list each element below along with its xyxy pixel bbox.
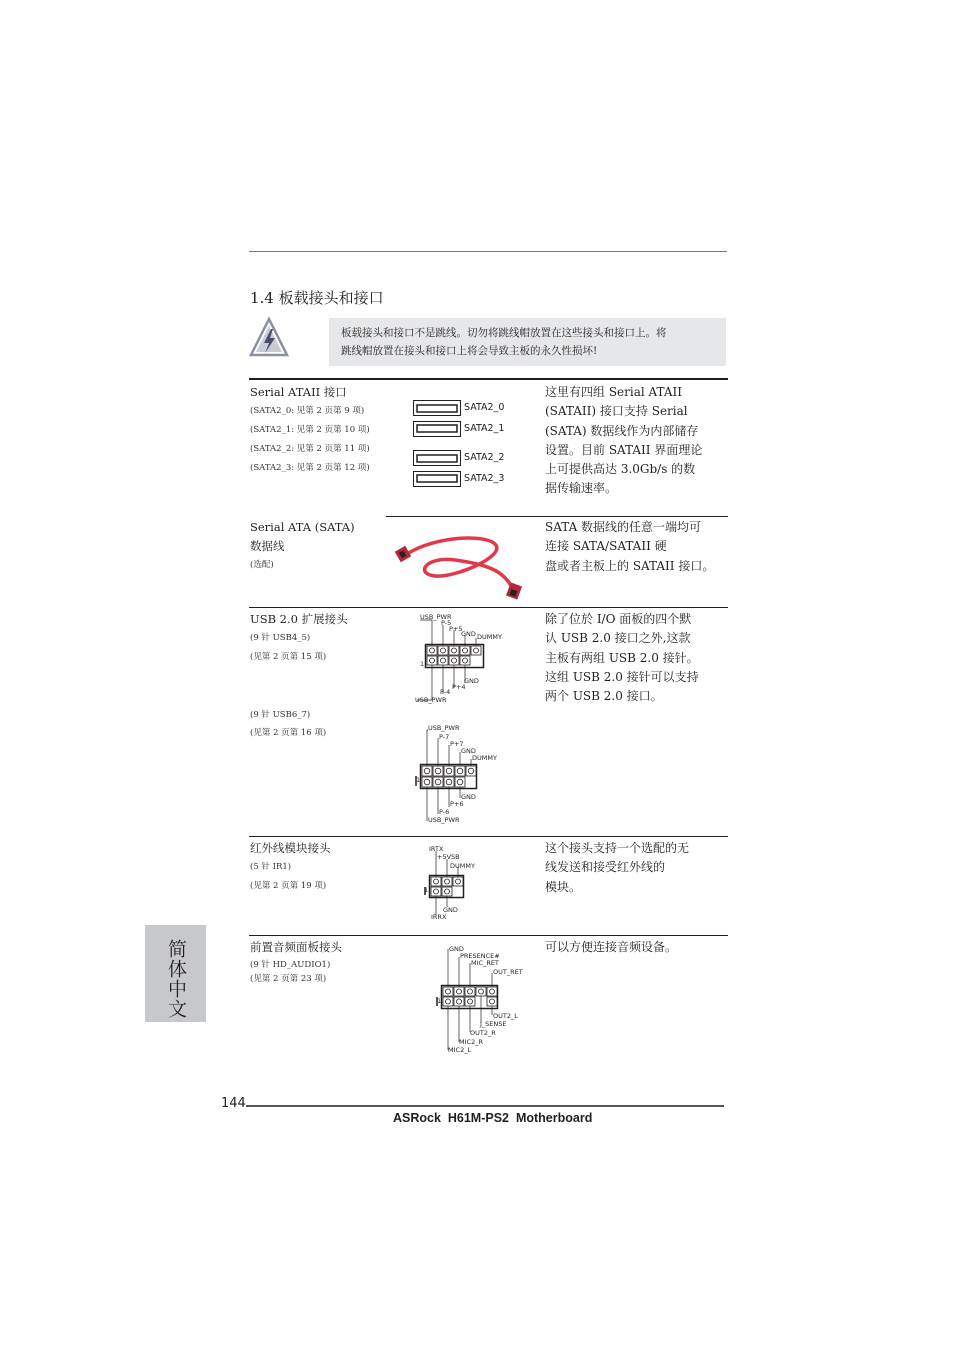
ir-desc-0: 这个接头支持一个选配的无 bbox=[545, 841, 690, 855]
usb45-p-plus: P+5 bbox=[449, 625, 463, 633]
ir-irtx: IRTX bbox=[429, 845, 444, 853]
section-title: 1.4 板载接头和接口 bbox=[250, 289, 384, 307]
usb-label: USB 2.0 扩展接头 bbox=[250, 612, 348, 626]
usb67-usb-pwr-bot: USB_PWR bbox=[428, 816, 460, 824]
audio-gnd: GND bbox=[449, 945, 464, 953]
audio-mic2-r: MIC2_R bbox=[459, 1038, 483, 1046]
usb45-p-minus: P-5 bbox=[441, 619, 452, 627]
sata-sub-2: (SATA2_2: 见第 2 页第 11 项) bbox=[250, 444, 370, 454]
usb45-usb-pwr-top: USB_PWR bbox=[420, 613, 452, 621]
usb67-p-minus-bot: P-6 bbox=[439, 808, 450, 816]
note-text bbox=[341, 324, 711, 360]
usb-sub-1: (9 针 USB4_5) bbox=[250, 633, 311, 643]
sata-cable-desc bbox=[545, 518, 725, 576]
language-side-tab bbox=[145, 925, 206, 1022]
sata-port-2-shape bbox=[414, 451, 461, 466]
ir-sub-2: (见第 2 页第 19 项) bbox=[250, 881, 327, 891]
page-number: 144 bbox=[221, 1096, 246, 1111]
ir-label: 红外线模块接头 bbox=[250, 841, 331, 855]
sata-port-0-shape bbox=[414, 401, 461, 416]
sata-desc-5: 据传输速率。 bbox=[545, 481, 618, 496]
audio-out2-r: OUT2_R bbox=[470, 1029, 496, 1037]
usb45-gnd-bot: GND bbox=[464, 677, 479, 685]
ir-sub-1: (5 针 IR1) bbox=[250, 862, 292, 872]
usb-desc-1: 认 USB 2.0 接口之外,这款 bbox=[545, 631, 691, 646]
top-rule bbox=[249, 251, 727, 252]
audio-mic-ret: MIC_RET bbox=[471, 959, 499, 967]
usb45-usb-pwr-bot: USB_PWR bbox=[415, 696, 447, 704]
sata-sub-0: (SATA2_0: 见第 2 页第 9 项) bbox=[250, 406, 365, 416]
sata-cable-label-1: Serial ATA (SATA) bbox=[250, 520, 355, 534]
sata-port-1-label: SATA2_1 bbox=[464, 423, 505, 434]
sata-subs bbox=[250, 402, 370, 478]
audio-sub-1: (9 针 HD_AUDIO1) bbox=[250, 960, 331, 970]
audio-out2-l: OUT2_L bbox=[493, 1012, 518, 1020]
sata-port-2-label: SATA2_2 bbox=[464, 452, 505, 463]
sata-sub-3: (SATA2_3: 见第 2 页第 12 项) bbox=[250, 463, 370, 473]
ir-pin-one: 1 bbox=[424, 886, 429, 894]
sata-port-1-shape bbox=[414, 422, 461, 437]
usb-desc bbox=[545, 610, 715, 706]
usb67-p-plus: P+7 bbox=[450, 740, 464, 748]
sata-cable-label-2: 数据线 bbox=[250, 539, 285, 553]
sata-desc-1: (SATAII) 接口支持 Serial bbox=[545, 404, 688, 419]
sata-label: Serial ATAII 接口 bbox=[250, 385, 347, 399]
ir-gnd: GND bbox=[443, 906, 458, 914]
footer-rule bbox=[246, 1105, 724, 1107]
sata-cable-sub: (选配) bbox=[250, 560, 274, 570]
sata-cable-desc-0: SATA 数据线的任意一端均可 bbox=[545, 520, 702, 534]
usb67-p-plus-bot: P+6 bbox=[450, 800, 464, 808]
sata-desc-0: 这里有四组 Serial ATAII bbox=[545, 385, 683, 399]
audio-desc-0: 可以方便连接音频设备。 bbox=[545, 940, 678, 954]
ir-irrx: IRRX bbox=[431, 913, 447, 921]
usb67-dummy: DUMMY bbox=[472, 754, 497, 762]
usb-desc-4: 两个 USB 2.0 接口。 bbox=[545, 689, 663, 704]
usb67-usb-pwr-top: USB_PWR bbox=[428, 724, 460, 732]
ir-desc-1: 线发送和接受红外线的 bbox=[545, 860, 666, 875]
sata-port-3-label: SATA2_3 bbox=[464, 473, 505, 484]
usb-sub-3: (9 针 USB6_7) bbox=[250, 710, 311, 720]
usb-sub-2: (见第 2 页第 15 项) bbox=[250, 652, 327, 662]
divider-2 bbox=[249, 607, 728, 608]
usb45-p-plus-bot: P+4 bbox=[452, 683, 466, 691]
usb67-pin-one: 1 bbox=[416, 776, 421, 784]
audio-desc bbox=[545, 938, 715, 957]
note-line-2: 跳线帽放置在接头和接口上将会导致主板的永久性损坏! bbox=[341, 345, 598, 357]
usb-sub-4: (见第 2 页第 16 项) bbox=[250, 728, 327, 738]
usb45-pin-one: 1 bbox=[420, 660, 425, 668]
divider-1 bbox=[386, 516, 728, 517]
audio-label: 前置音频面板接头 bbox=[250, 940, 342, 954]
ir-desc-2: 模块。 bbox=[545, 879, 582, 894]
sata-desc-3: 设置。目前 SATAII 界面理论 bbox=[545, 442, 703, 457]
ir-desc bbox=[545, 839, 715, 897]
audio-mic2-l: MIC2_L bbox=[448, 1046, 472, 1054]
warning-icon bbox=[249, 317, 289, 357]
usb-desc-0: 除了位於 I/O 面板的四个默 bbox=[545, 612, 692, 626]
usb45-dummy: DUMMY bbox=[477, 633, 502, 641]
sata-port-3-shape bbox=[414, 472, 461, 487]
audio-sub-2: (见第 2 页第 23 项) bbox=[250, 974, 327, 984]
sata-desc bbox=[545, 383, 715, 499]
sata-port-diagram bbox=[413, 400, 463, 490]
footer-text: ASRock H61M-PS2 Motherboard bbox=[393, 1111, 593, 1125]
usb45-p-minus-bot: P-4 bbox=[440, 688, 451, 696]
usb67-gnd-bot: GND bbox=[461, 793, 476, 801]
ir-dummy: DUMMY bbox=[450, 862, 475, 870]
usb67-gnd-top: GND bbox=[461, 747, 476, 755]
usb67-p-minus: P-7 bbox=[439, 733, 450, 741]
language-side-tab-text: 简体中文 bbox=[165, 939, 187, 1019]
divider-4 bbox=[249, 935, 728, 936]
note-line-1: 板载接头和接口不是跳线。切勿将跳线帽放置在这些接头和接口上。将 bbox=[341, 327, 667, 339]
audio-presence: PRESENCE# bbox=[460, 952, 500, 960]
sata-desc-2: (SATA) 数据线作为内部储存 bbox=[545, 423, 699, 438]
sata-cable-desc-2: 盘或者主板上的 SATAII 接口。 bbox=[545, 558, 715, 573]
sata-desc-4: 上可提供高达 3.0Gb/s 的数 bbox=[545, 462, 696, 477]
sata-cable-image bbox=[395, 526, 525, 606]
sata-port-0-label: SATA2_0 bbox=[464, 402, 505, 413]
usb-desc-2: 主板有两组 USB 2.0 接针。 bbox=[545, 650, 699, 665]
audio-pin-one: 1 bbox=[437, 997, 442, 1005]
ir-5vsb: +5VSB bbox=[437, 853, 460, 861]
usb45-gnd-top: GND bbox=[461, 630, 476, 638]
table-top-rule bbox=[249, 378, 728, 380]
sata-cable-desc-1: 连接 SATA/SATAII 硬 bbox=[545, 539, 667, 554]
divider-3 bbox=[249, 836, 728, 837]
usb-desc-3: 这组 USB 2.0 接针可以支持 bbox=[545, 669, 699, 684]
audio-out-ret: OUT_RET bbox=[493, 968, 523, 976]
sata-sub-1: (SATA2_1: 见第 2 页第 10 项) bbox=[250, 425, 370, 435]
audio-j-sense: J_SENSE bbox=[480, 1020, 507, 1028]
